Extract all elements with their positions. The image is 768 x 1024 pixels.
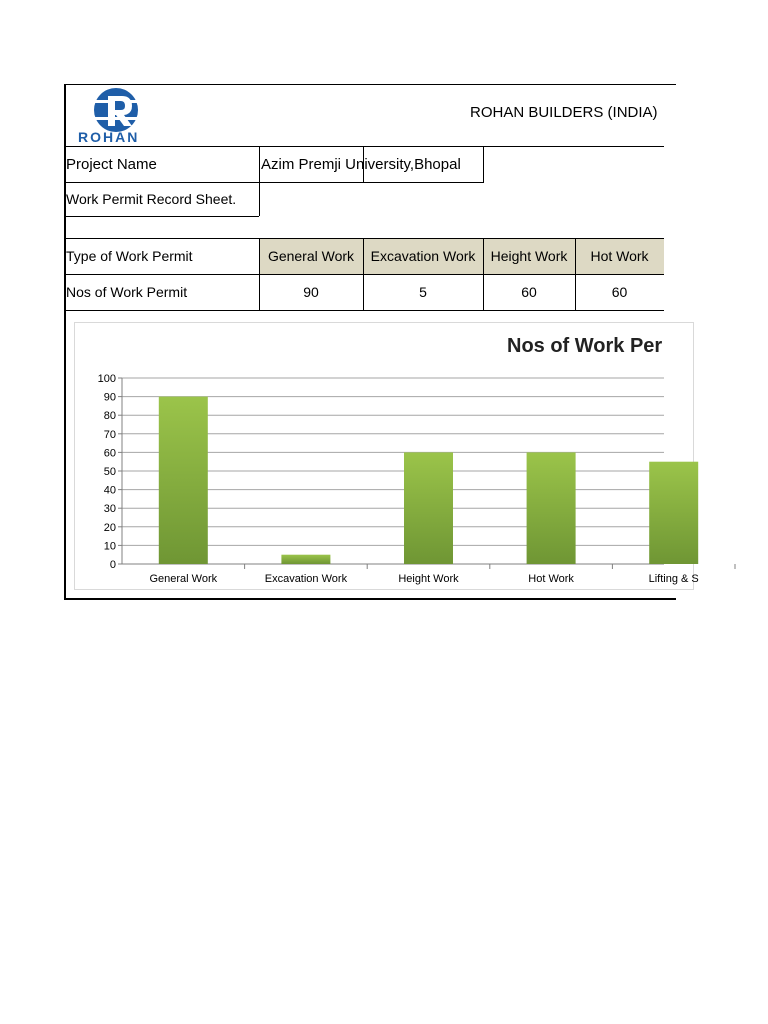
logo-text: ROHAN (78, 129, 140, 145)
bar-0 (159, 397, 208, 564)
bar-4 (649, 462, 698, 564)
bar-chart (64, 84, 699, 599)
bar-3 (527, 452, 576, 564)
x-tick-label: General Work (149, 573, 218, 585)
y-tick-label: 60 (103, 447, 116, 460)
bar-2 (404, 452, 453, 564)
sheet-title: Work Permit Record Sheet. (66, 191, 237, 207)
y-tick-label: 50 (103, 466, 116, 478)
x-tick-label: Height Work (398, 573, 459, 585)
count-hot-work: 60 (611, 284, 628, 300)
x-tick-label: Lifting & S (648, 573, 699, 585)
y-tick-label: 100 (97, 373, 116, 385)
y-tick-label: 80 (103, 410, 116, 423)
col-header-hot-work: Hot Work (590, 248, 649, 264)
count-general-work: 90 (303, 284, 319, 300)
worksheet (64, 84, 699, 599)
company-name: ROHAN BUILDERS (INDIA) (470, 104, 658, 121)
project-name-label: Project Name (66, 155, 157, 173)
chart-title: Nos of Work Per (507, 335, 663, 357)
y-tick-label: 90 (103, 391, 116, 404)
y-tick-label: 20 (103, 521, 116, 534)
y-tick-label: 10 (103, 540, 116, 553)
y-tick-label: 70 (103, 428, 116, 441)
bar-1 (281, 555, 330, 564)
col-header-general-work: General Work (267, 248, 355, 264)
count-excavation-work: 5 (419, 284, 427, 300)
project-name-value: Azim Premji University,Bhopal (261, 155, 461, 173)
col-header-height-work: Height Work (490, 248, 568, 264)
y-tick-label: 30 (103, 503, 116, 516)
col-header-excavation-work: Excavation Work (370, 248, 476, 264)
nos-of-work-permit-label: Nos of Work Permit (66, 284, 188, 300)
x-tick-label: Hot Work (528, 573, 574, 585)
type-of-work-permit-label: Type of Work Permit (66, 248, 193, 264)
count-height-work: 60 (521, 284, 537, 300)
x-tick-label: Excavation Work (264, 573, 348, 585)
y-tick-label: 40 (103, 484, 116, 497)
y-tick-label: 0 (109, 559, 116, 571)
